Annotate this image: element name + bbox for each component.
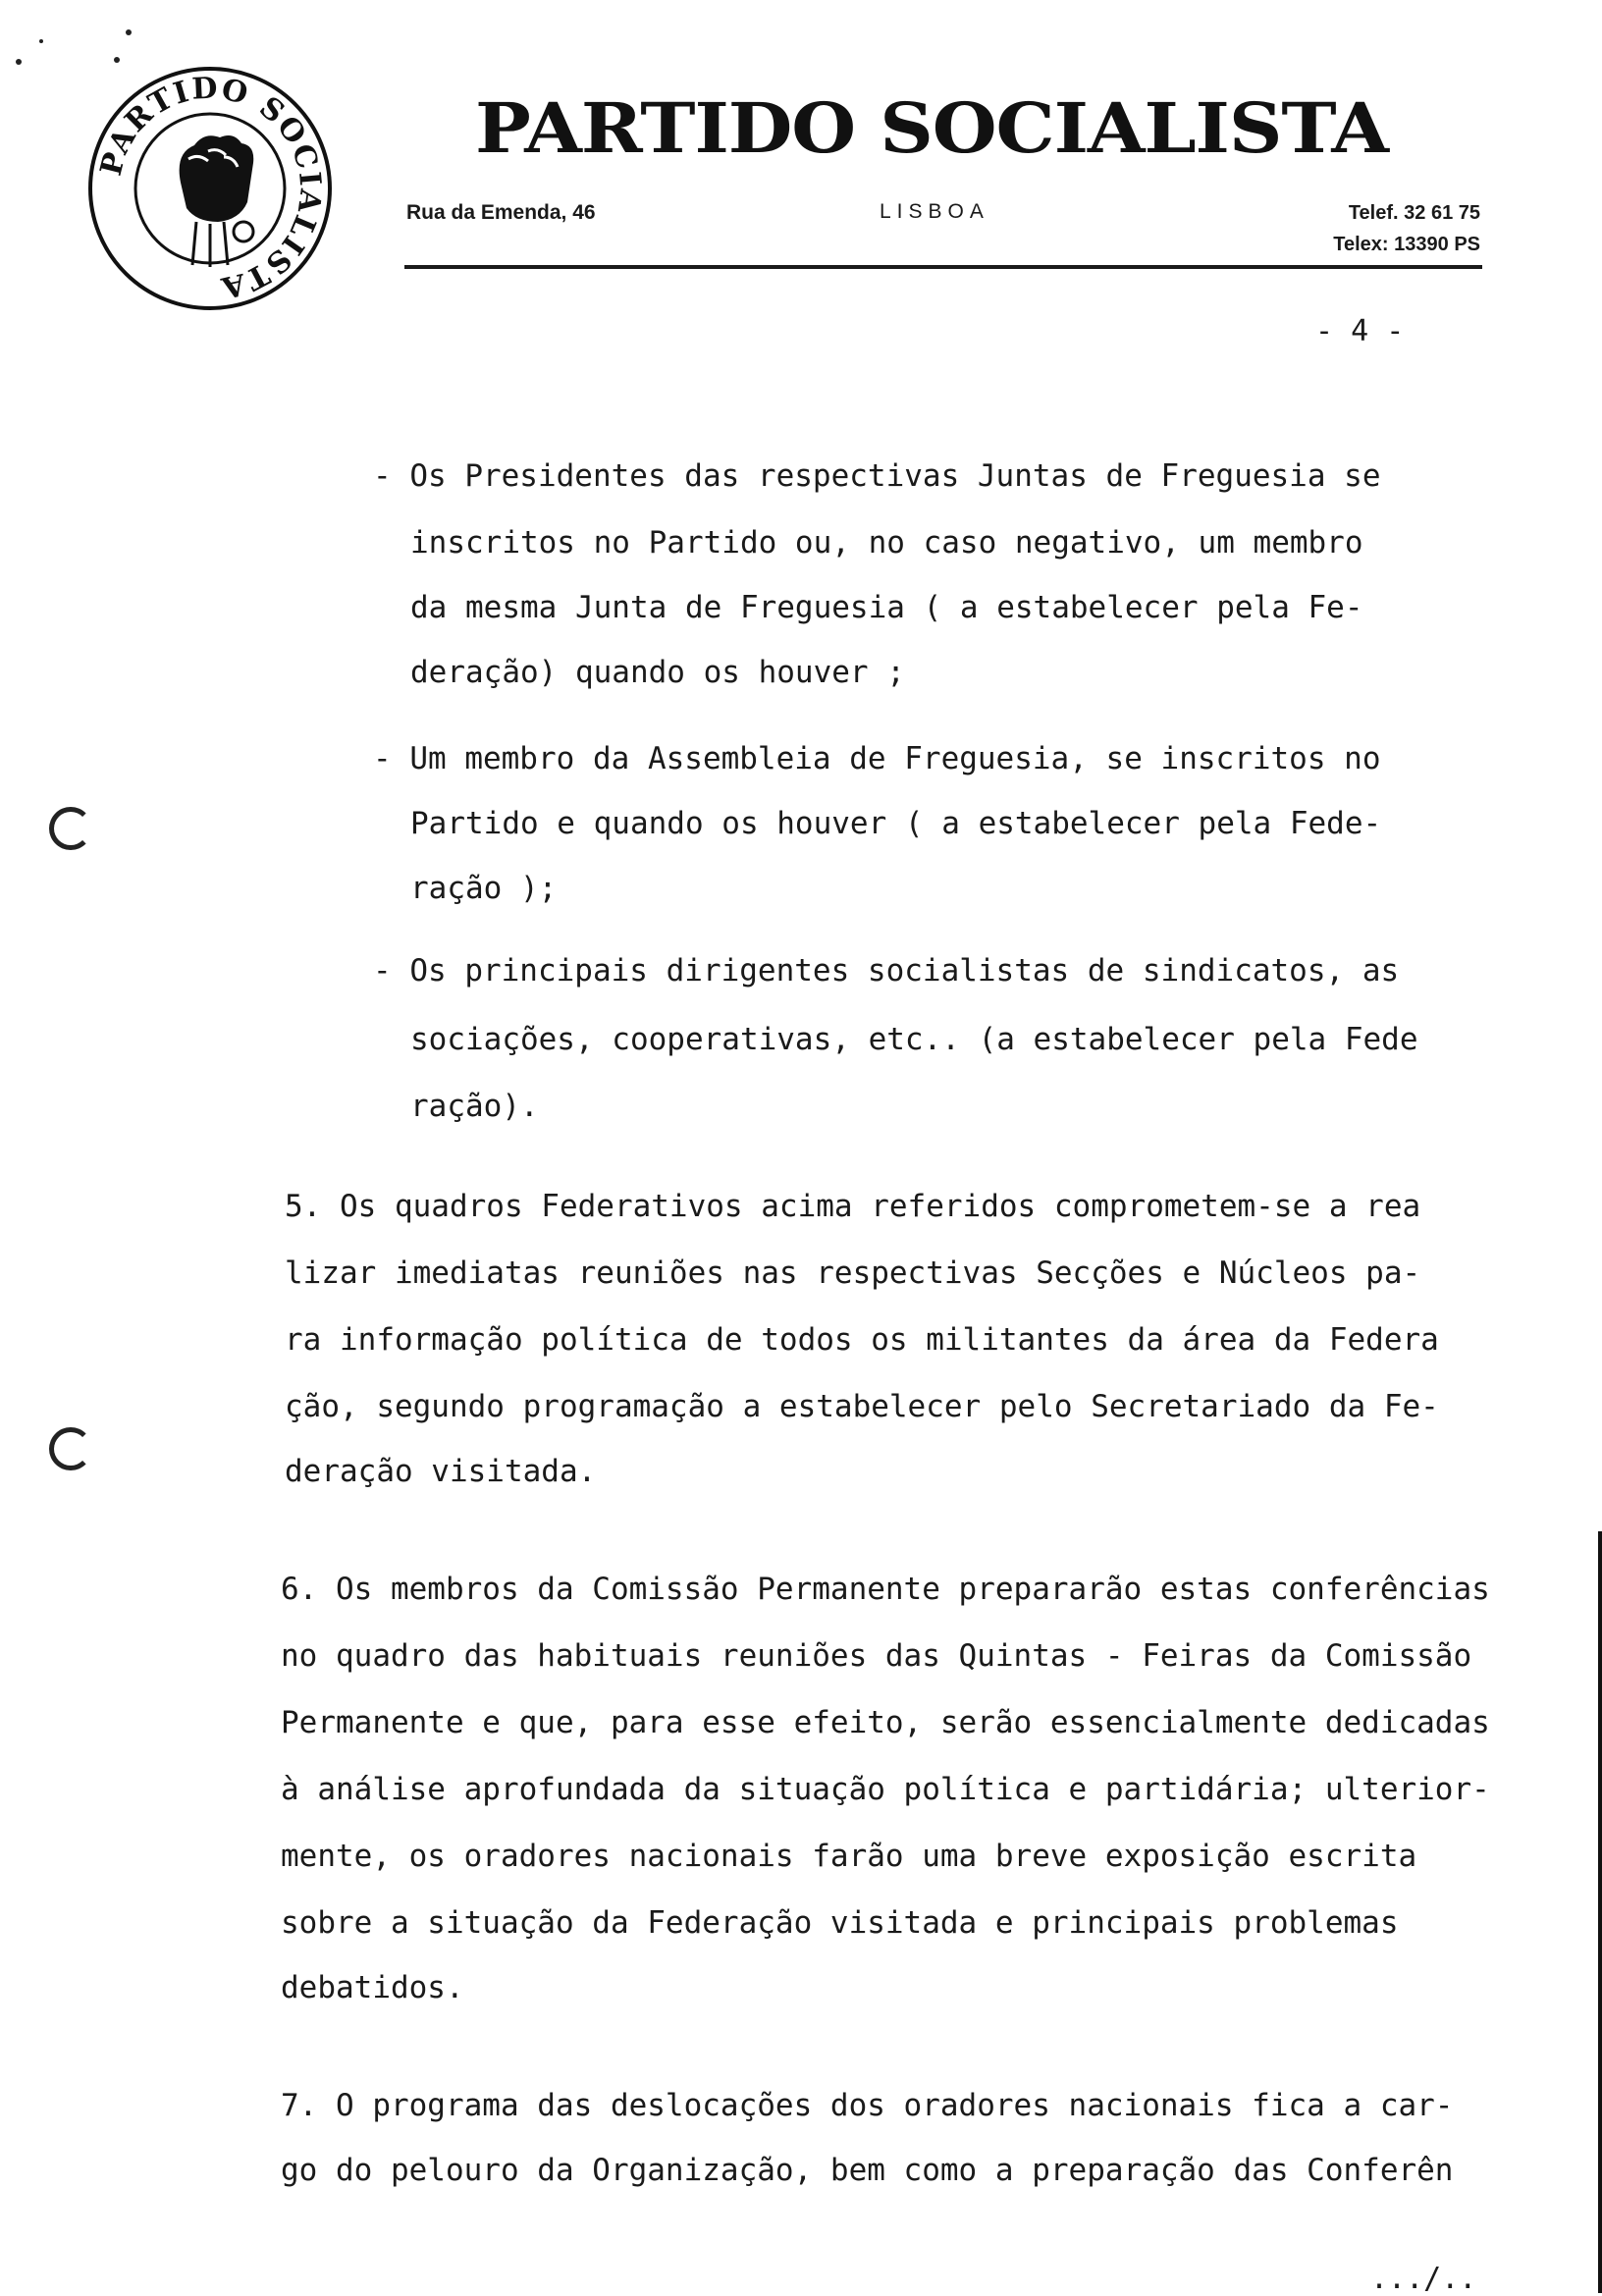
bullet-line: - Os principais dirigentes socialistas de sindicatos, as (373, 953, 1400, 988)
scan-speck (126, 29, 132, 35)
bullet-line: da mesma Junta de Freguesia ( a estabelecer pela Fe- (410, 590, 1363, 625)
bullet-line: - Os Presidentes das respectivas Juntas de Freguesia se (373, 458, 1381, 494)
paragraph-line: go do pelouro da Organização, bem como a preparação das Conferên (281, 2153, 1454, 2188)
scan-speck (39, 39, 43, 43)
paragraph-line: no quadro das habituais reuniões das Quintas - Feiras da Comissão (281, 1638, 1472, 1674)
paragraph-line: ção, segundo programação a estabelecer pelo Secretariado da Fe- (285, 1389, 1439, 1424)
phone-text: Telef. 32 61 75 (1348, 202, 1480, 224)
paragraph-line: 7. O programa das deslocações dos oradores nacionais fica a car- (281, 2088, 1454, 2123)
paragraph-line: debatidos. (281, 1970, 464, 2005)
party-name-heading: PARTIDO SOCIALISTA (475, 87, 1388, 169)
continuation-mark: .../.. (1370, 2262, 1477, 2296)
bullet-line: ração). (410, 1089, 539, 1124)
paragraph-line: sobre a situação da Federação visitada e principais problemas (281, 1905, 1399, 1941)
paragraph-line: mente, os oradores nacionais farão uma breve exposição escrita (281, 1839, 1417, 1874)
paragraph-line: 6. Os membros da Comissão Permanente prepararão estas conferências (281, 1572, 1490, 1607)
paragraph-line: ra informação política de todos os militantes da área da Federa (285, 1322, 1439, 1358)
paragraph-line: 5. Os quadros Federativos acima referidos comprometem-se a rea (285, 1189, 1421, 1224)
paragraph-line: à análise aprofundada da situação política e partidária; ulterior- (281, 1772, 1490, 1807)
bullet-line: Partido e quando os houver ( a estabelecer pela Fede- (410, 806, 1382, 841)
party-logo-icon (86, 65, 334, 312)
svg-text:PARTIDO SOCIALISTA: PARTIDO SOCIALISTA (93, 71, 328, 305)
scan-edge-shadow (1598, 1531, 1602, 2293)
scan-speck (16, 59, 22, 65)
telex-text: Telex: 13390 PS (1333, 234, 1480, 255)
bullet-line: ração ); (410, 871, 558, 906)
punch-hole-icon (49, 1427, 92, 1470)
paragraph-line: deração visitada. (285, 1454, 597, 1489)
city-text: LISBOA (880, 200, 989, 223)
address-text: Rua da Emenda, 46 (406, 201, 596, 224)
paragraph-line: Permanente e que, para esse efeito, serão essencialmente dedicadas (281, 1705, 1490, 1740)
bullet-line: inscritos no Partido ou, no caso negativo, um membro (410, 525, 1363, 561)
paragraph-line: lizar imediatas reuniões nas respectivas Secções e Núcleos pa- (285, 1255, 1421, 1291)
header-rule (404, 265, 1482, 269)
bullet-line: sociações, cooperativas, etc.. (a estabelecer pela Fede (410, 1022, 1418, 1057)
scan-speck (114, 57, 120, 63)
punch-hole-icon (49, 807, 92, 850)
page-number: - 4 - (1315, 314, 1405, 348)
bullet-line: deração) quando os houver ; (410, 655, 905, 690)
bullet-line: - Um membro da Assembleia de Freguesia, se inscritos no (373, 741, 1381, 776)
